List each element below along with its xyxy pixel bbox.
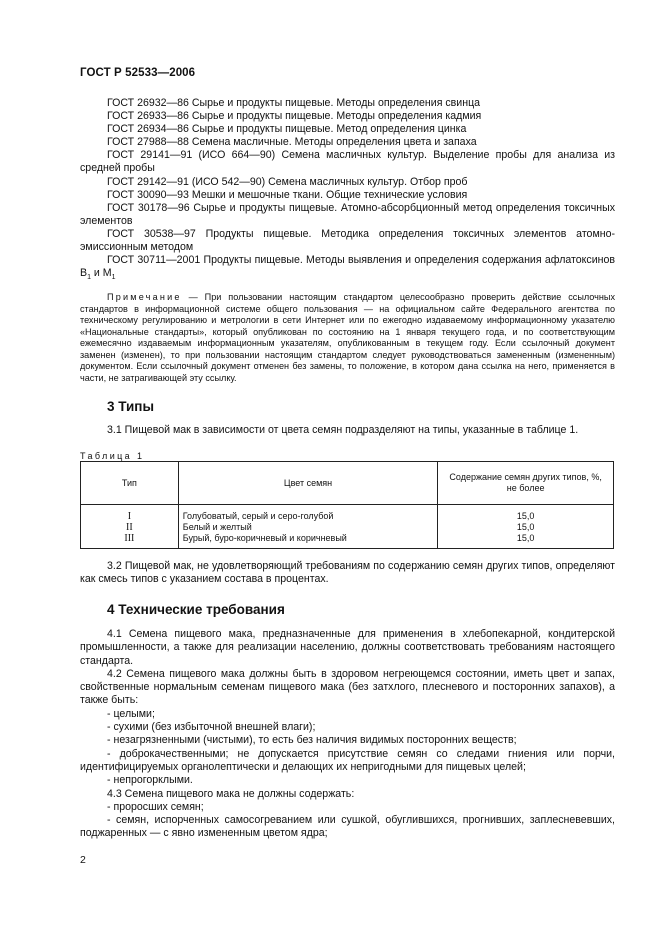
- paragraph: 4.1 Семена пищевого мака, предназначенные для применения в хлебопекарной, кондитерской промышленности, а также для реализации населению, должны соответствовать требованиям настоящего стандарта.: [80, 628, 615, 667]
- normative-references: [80, 97, 615, 284]
- paragraph: 3.1 Пищевой мак в зависимости от цвета семян подразделяют на типы, указанные в таблице 1.: [107, 424, 579, 436]
- reference-item-last: [80, 254, 615, 284]
- list-item: - доброкачественными; не допускается присутствие семян со следами гниения или порчи, идентифицируемых органолептически и делающих их непригодными для пищевых целей;: [80, 747, 615, 773]
- reference-item: ГОСТ 30538—97 Продукты пищевые. Методика определения токсичных элементов атомно-эмиссионным методом: [80, 227, 615, 254]
- header-color: Цвет семян: [178, 462, 437, 505]
- paragraph: 3.2 Пищевой мак, не удовлетворяющий требованиям по содержанию семян других типов, определяют как смесь типов с указанием состава в процентах.: [80, 560, 615, 586]
- list-item: - сухими (без избыточной внешней влаги);: [107, 721, 316, 734]
- values-cell: [438, 505, 614, 549]
- paragraph: 4.2 Семена пищевого мака должны быть в здоровом негреющемся состоянии, иметь цвет и запах, свойственные нормальным семенам пищевого мака (без затхлого, плесневого и посторонних запахов), а также быть:: [80, 667, 615, 707]
- content-value: 15,0: [516, 522, 535, 532]
- section-3-intro: [80, 424, 615, 437]
- type-roman: I: [127, 511, 132, 522]
- note-paragraph: [80, 292, 615, 384]
- content-value: 15,0: [516, 511, 535, 521]
- list-item: - незагрязненными (чистыми), то есть без наличия видимых посторонних веществ;: [107, 734, 517, 747]
- color-value: Голубоватый, серый и серо-голубой: [182, 511, 334, 521]
- type-roman: III: [124, 533, 135, 544]
- table-row: [81, 505, 614, 549]
- types-table: [80, 461, 614, 549]
- table-header-row: [81, 462, 614, 505]
- list-item: - семян, испорченных самосогреванием или сушкой, обуглившихся, прогнивших, заплесневевших, поджаренных — с явно измененным цветом ядра;: [80, 814, 615, 840]
- reference-item: ГОСТ 27988—88 Семена масличные. Методы определения цвета и запаха: [107, 136, 477, 149]
- section-3-after-table: [80, 560, 615, 587]
- list-item: - проросших семян;: [107, 800, 204, 813]
- reference-item: ГОСТ 26933—86 Сырье и продукты пищевые. Методы определения кадмия: [107, 110, 482, 123]
- section-4-body: [80, 628, 615, 841]
- reference-text-mid: и М: [90, 267, 112, 280]
- reference-item: ГОСТ 26932—86 Сырье и продукты пищевые. Методы определения свинца: [107, 97, 481, 109]
- color-value: Белый и желтый: [182, 522, 252, 532]
- type-roman: II: [126, 522, 133, 533]
- types-cell: [81, 505, 179, 549]
- note-label: Примечание: [107, 292, 182, 302]
- list-item: - целыми;: [107, 707, 155, 720]
- header-type: Тип: [81, 462, 179, 505]
- reference-text: ГОСТ 30711—2001 Продукты пищевые. Методы выявления и определения содержания афлатоксинов В: [80, 254, 615, 280]
- table-caption: Таблица 1: [80, 451, 145, 461]
- section-3-title: 3 Типы: [107, 399, 154, 414]
- reference-item: ГОСТ 26934—86 Сырье и продукты пищевые. Метод определения цинка: [107, 123, 467, 136]
- colors-cell: [178, 505, 437, 549]
- reference-item: ГОСТ 30090—93 Мешки и мешочные ткани. Общие технические условия: [107, 188, 468, 201]
- color-value: Бурый, буро-коричневый и коричневый: [182, 533, 347, 543]
- page-number: 2: [80, 854, 86, 866]
- header-content: Содержание семян других типов, %, не более: [438, 462, 614, 505]
- subscript: 1: [111, 274, 116, 282]
- reference-item: ГОСТ 29142—91 (ИСО 542—90) Семена масличных культур. Отбор проб: [107, 175, 468, 188]
- paragraph: 4.3 Семена пищевого мака не должны содержать:: [107, 787, 355, 800]
- document-header: ГОСТ Р 52533—2006: [80, 67, 196, 79]
- list-item: - непрогорклыми.: [107, 774, 193, 787]
- content-value: 15,0: [516, 533, 535, 543]
- note-text: — При пользовании настоящим стандартом целесообразно проверить действие ссылочных стандартов в информационной системе общего пользования — на официальном сайте Федерального агентства по техническому регулированию и метрологии в сети Интернет или по ежегодно издаваемому информационному указателю «Национальные стандарты», который опубликован по состоянию на 1 января текущего года, и по соответствующим ежемесячно издаваемым информационным указателям, опубликованным в текущем году. Если ссылочный документ заменен (изменен), то при пользовании настоящим стандартом следует руководствоваться замененным (измененным) документом. Если ссылочный документ отменен без замены, то положение, в котором дана ссылка на него, применяется в части, не затрагивающей эту ссылку.: [80, 292, 615, 383]
- section-4-title: 4 Технические требования: [107, 602, 285, 617]
- reference-item: ГОСТ 29141—91 (ИСО 664—90) Семена масличных культур. Выделение пробы для анализа из средней пробы: [80, 149, 615, 175]
- reference-item: ГОСТ 30178—96 Сырье и продукты пищевые. Атомно-абсорбционный метод определения токсичных элементов: [80, 201, 615, 227]
- subscript: 1: [87, 274, 91, 282]
